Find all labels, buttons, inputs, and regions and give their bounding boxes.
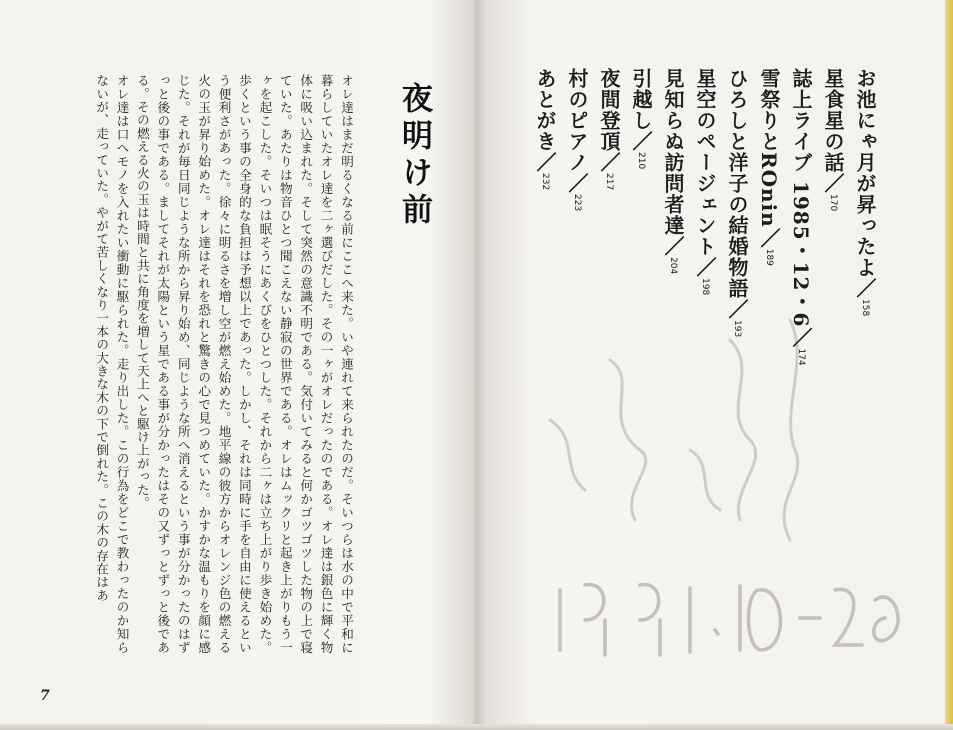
toc-item-page: 158 bbox=[860, 299, 870, 317]
toc-item-page: 189 bbox=[764, 248, 774, 266]
toc-item bbox=[561, 68, 593, 408]
toc-item-page: 204 bbox=[668, 257, 678, 275]
toc-item-title: 夜間登頂／ bbox=[597, 68, 621, 173]
toc-item-title: 誌上ライブ 1985・12・6／ bbox=[789, 68, 813, 349]
toc-item-title: ひろしと洋子の結婚物語／ bbox=[725, 68, 749, 320]
body-paragraph-1: オレ達はまだ明るくなる前にここへ来た。いや連れて来られたのだ。そいつらは水の中で平和に暮らしていたオレ達を二ヶ選びだした。その一ヶがオレだったのである。オレ達は銀色に輝く物体に吸い込まれた。そして突然の意識不明である。気付いてみると何かゴツゴツした物の上で寝ていた。あたりは物音ひとつ聞こえない静寂の世界である。オレはムックリと起き上がりもう一ヶを起こした。そいつは眠そうにあくびをひとつした。それから二ヶは立ち上がり歩き始めた。歩くという事の全身的な負担は予想以上であった。しかし、それは同時に手を自由に使えるという便利さがあった。徐々に明るさを増し空が燃え始めた。地平線の彼方からオレンジ色の燃える火の玉が昇り始めた。オレ達はそれを恐れと驚きの心で見つめていた。かすかな温もりを顔に感じた。それが毎日同じような所から昇り始め、同じような所へ消えるという事が分かったのはずっと後の事である。ましてそれが太陽という星である事が分かったはその又ずっとずっと後である。その燃える火の玉は時間と共に角度を増して天上へと駆け上がった。 bbox=[134, 74, 354, 654]
toc-item-page: 217 bbox=[604, 173, 614, 191]
body-text bbox=[70, 74, 356, 654]
toc-item bbox=[657, 68, 689, 408]
toc-item-title: 見知らぬ訪問者達／ bbox=[661, 68, 685, 257]
toc-item-title: あとがき／ bbox=[533, 68, 557, 173]
toc-item bbox=[817, 68, 849, 408]
toc-item bbox=[529, 68, 561, 408]
toc-item-page: 193 bbox=[732, 320, 742, 338]
chapter-title: 夜明け前 bbox=[396, 82, 432, 230]
table-of-contents bbox=[525, 68, 881, 408]
toc-item-page: 198 bbox=[700, 278, 710, 296]
toc-item-page: 174 bbox=[796, 348, 806, 366]
toc-item-page: 170 bbox=[828, 194, 838, 212]
toc-item-title: お池にゃ月が昇ったよ／ bbox=[853, 68, 877, 299]
toc-item-title: 引越し／ bbox=[629, 68, 653, 152]
page-number: 7 bbox=[40, 688, 50, 704]
body-paragraph-2: オレ達は口へモノを入れたい衝動に駆られた。走り出した。この行為をどこで教わったのか知らないが、走っていた。やがて苦しくなり一本の大きな木の下で倒れた。この木の存在はあ bbox=[94, 74, 130, 654]
toc-item-title: 星食星の話／ bbox=[821, 68, 845, 194]
toc-item-page: 223 bbox=[572, 194, 582, 212]
toc-item bbox=[721, 68, 753, 408]
toc-item bbox=[785, 68, 817, 408]
toc-item bbox=[593, 68, 625, 408]
toc-item bbox=[689, 68, 721, 408]
toc-item-title: 村のピアノ／ bbox=[565, 68, 589, 194]
toc-item-title: 雪祭りとROnin／ bbox=[757, 68, 781, 249]
toc-item bbox=[849, 68, 881, 408]
toc-item-page: 210 bbox=[636, 152, 646, 170]
toc-item-title: 星空のページェント／ bbox=[693, 68, 717, 278]
toc-item bbox=[753, 68, 785, 408]
toc-item-page: 232 bbox=[540, 173, 550, 191]
toc-item bbox=[625, 68, 657, 408]
book-edge-right bbox=[945, 0, 953, 730]
book-edge-bottom bbox=[0, 724, 953, 730]
